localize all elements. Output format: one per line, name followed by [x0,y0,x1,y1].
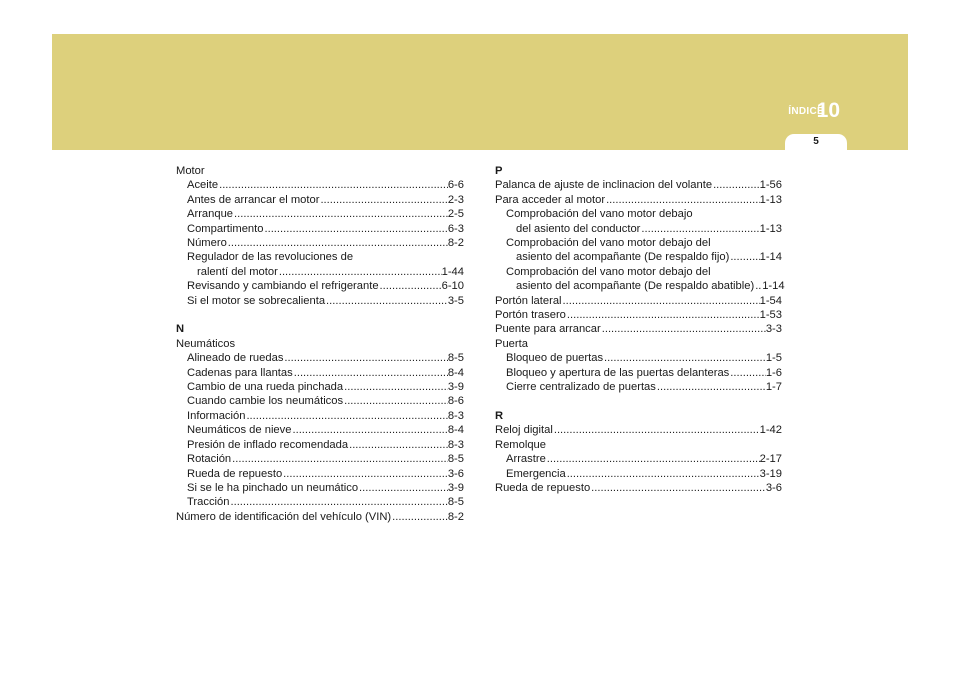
entry-page-ref: 1-7 [765,381,782,394]
entry-label: Palanca de ajuste de inclinacion del volante [495,179,713,192]
index-group-label: Puerta [495,337,528,350]
dot-leader [343,394,448,408]
index-entry [495,481,782,495]
dot-leader [754,279,762,293]
entry-label: del asiento del conductor [516,222,641,235]
entry-page-ref: 2-3 [447,193,464,206]
index-entry [176,394,464,408]
index-entry [495,423,782,437]
entry-page-ref: 1-56 [759,179,782,192]
dot-leader [640,222,759,236]
dot-leader [263,222,447,236]
entry-label: Tracción [187,496,230,509]
entry-page-ref: 2-17 [759,453,782,466]
index-entry [495,322,782,336]
entry-page-ref: 1-13 [759,222,782,235]
dot-leader [291,423,447,437]
dot-leader [218,178,448,192]
index-entry [176,423,464,437]
index-entry [176,380,464,394]
dot-leader [601,322,766,336]
entry-label: Presión de inflado recomendada [187,438,349,451]
index-entry [176,207,464,221]
dot-leader [358,481,448,495]
entry-page-ref: 8-3 [447,409,464,422]
index-entry [176,193,464,207]
index-entry [176,279,464,293]
entry-label: Reloj digital [495,424,553,437]
entry-page-ref: 8-5 [447,352,464,365]
entry-label: Bloqueo de puertas [506,352,604,365]
page-number-tab: 5 [785,134,847,151]
section-label: ÍNDICE [788,106,824,117]
index-group-label: Comprobación del vano motor debajo [506,208,693,221]
index-column-left [176,164,464,524]
index-group-label: Remolque [495,438,546,451]
entry-page-ref: 8-5 [447,496,464,509]
dot-leader [391,510,448,524]
dot-leader [656,380,766,394]
entry-label: Rueda de repuesto [187,467,283,480]
dot-leader [231,452,448,466]
entry-label: Portón trasero [495,309,566,322]
entry-page-ref: 8-4 [447,424,464,437]
index-entry [176,467,464,481]
section-spacer [495,395,782,409]
index-group-label: Comprobación del vano motor debajo del [506,237,711,250]
entry-page-ref: 1-14 [762,280,785,293]
dot-leader [293,366,448,380]
index-entry [176,265,464,279]
entry-label: Portón lateral [495,294,562,307]
dot-leader [229,495,447,509]
entry-label: asiento del acompañante (De respaldo fijo) [516,251,730,264]
entry-page-ref: 3-19 [759,467,782,480]
dot-leader [227,236,448,250]
index-entry [176,495,464,509]
index-entry [495,380,782,394]
dot-leader [282,467,448,481]
entry-page-ref: 8-6 [447,395,464,408]
index-entry [176,409,464,423]
index-entry [176,178,464,192]
index-entry [176,236,464,250]
dot-leader [712,178,760,192]
index-entry [176,510,464,524]
index-entry [495,467,782,481]
entry-label: Emergencia [506,467,566,480]
section-spacer [176,308,464,322]
entry-page-ref: 8-4 [447,366,464,379]
entry-label: Rotación [187,453,232,466]
index-entry [176,481,464,495]
index-entry [495,178,782,192]
index-group-label: Regulador de las revoluciones de [187,251,354,264]
index-entry [176,351,464,365]
entry-page-ref: 1-6 [765,366,782,379]
entry-page-ref: 3-3 [765,323,782,336]
entry-label: Antes de arrancar el motor [187,193,320,206]
dot-leader [566,467,760,481]
entry-label: Cadenas para llantas [187,366,293,379]
entry-label: Cuando cambie los neumáticos [187,395,344,408]
entry-label: Cambio de una rueda pinchada [187,381,344,394]
entry-page-ref: 6-3 [447,222,464,235]
entry-label: Aceite [187,179,219,192]
entry-label: Bloqueo y apertura de las puertas delanteras [506,366,730,379]
entry-page-ref: 3-9 [447,481,464,494]
index-entry [176,366,464,380]
letter-heading: P [495,165,503,177]
letter-heading: R [495,409,504,422]
entry-label: Neumáticos de nieve [187,424,292,437]
entry-page-ref: 8-5 [447,453,464,466]
dot-leader [603,351,766,365]
index-entry [176,452,464,466]
index-entry [495,222,782,236]
letter-heading: N [176,323,185,336]
entry-label: Si el motor se sobrecalienta [187,294,326,307]
entry-label: Revisando y cambiando el refrigerante [187,280,379,293]
dot-leader [325,294,448,308]
entry-label: Información [187,409,246,422]
entry-label: Puente para arrancar [495,323,601,336]
index-entry [495,351,782,365]
entry-page-ref: 3-5 [447,294,464,307]
index-entry [495,366,782,380]
entry-page-ref: 1-14 [759,251,782,264]
index-group-label: Comprobación del vano motor debajo del [506,265,711,278]
index-group-label: Motor [176,165,205,177]
dot-leader [566,308,760,322]
index-entry [495,308,782,322]
entry-page-ref: 1-13 [759,193,782,206]
entry-page-ref: 6-10 [441,280,464,293]
chapter-number: 10 [816,99,840,122]
entry-label: asiento del acompañante (De respaldo abatible) [516,280,755,293]
entry-page-ref: 1-5 [765,352,782,365]
dot-leader [546,452,760,466]
entry-page-ref: 8-2 [447,237,464,250]
dot-leader [553,423,760,437]
index-entry [495,193,782,207]
dot-leader [343,380,448,394]
entry-label: Número [187,237,227,250]
dot-leader [319,193,447,207]
entry-label: Rueda de repuesto [495,481,591,494]
index-entry [176,294,464,308]
index-entry [495,452,782,466]
index-group-label: Neumáticos [176,337,236,350]
entry-label: Alineado de ruedas [187,352,284,365]
entry-label: Número de identificación del vehículo (VIN) [176,510,392,523]
index-column-right [495,164,785,495]
index-entry [176,222,464,236]
entry-label: Cierre centralizado de puertas [506,381,656,394]
entry-page-ref: 1-53 [759,309,782,322]
entry-page-ref: 3-9 [447,381,464,394]
entry-page-ref: 8-2 [447,510,464,523]
index-entry [495,250,782,264]
dot-leader [245,409,447,423]
index-entry [495,294,782,308]
dot-leader [729,366,766,380]
dot-leader [605,193,760,207]
dot-leader [233,207,448,221]
entry-page-ref: 1-42 [759,424,782,437]
dot-leader [379,279,442,293]
entry-page-ref: 8-3 [447,438,464,451]
dot-leader [283,351,447,365]
entry-label: Arrastre [506,453,546,466]
entry-label: Si se le ha pinchado un neumático [187,481,359,494]
header-band [52,34,908,150]
entry-page-ref: 1-54 [759,294,782,307]
entry-label: Compartimento [187,222,264,235]
entry-label: Arranque [187,208,234,221]
dot-leader [562,294,760,308]
dot-leader [729,250,759,264]
dot-leader [590,481,766,495]
entry-page-ref: 2-5 [447,208,464,221]
dot-leader [348,438,448,452]
entry-label: Para acceder al motor [495,193,606,206]
entry-page-ref: 6-6 [447,179,464,192]
dot-leader [278,265,442,279]
entry-page-ref: 1-44 [441,265,464,278]
index-entry [495,279,785,293]
index-entry [176,438,464,452]
entry-label: ralentí del motor [197,265,278,278]
entry-page-ref: 3-6 [765,481,782,494]
entry-page-ref: 3-6 [447,467,464,480]
